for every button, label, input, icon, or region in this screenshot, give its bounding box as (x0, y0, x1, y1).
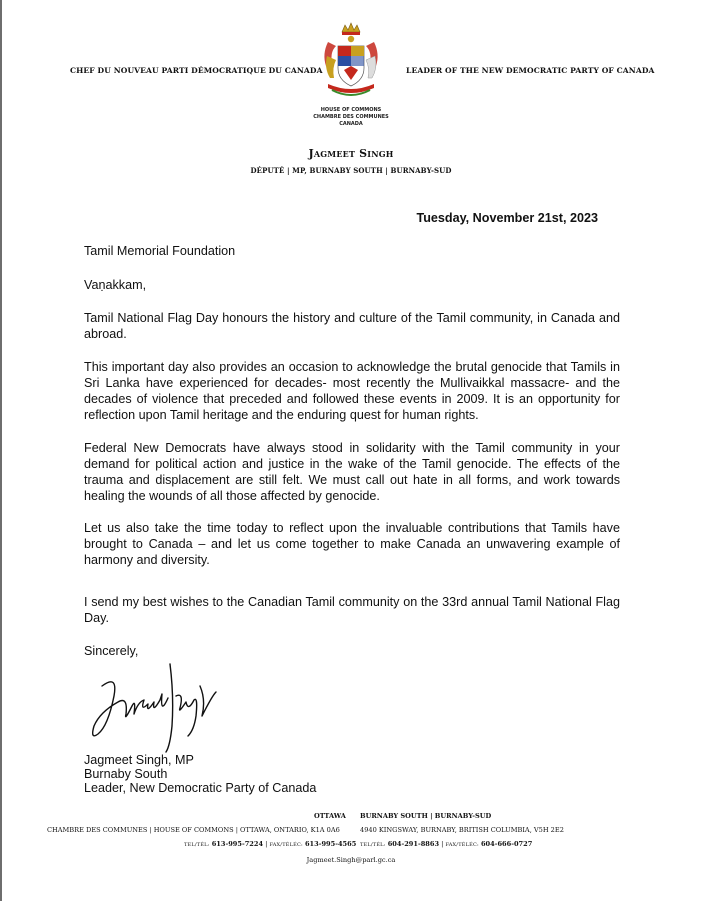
fax-label: FAX/TÉLÉC: (269, 842, 303, 848)
ottawa-tel: 613-995-7224 (211, 840, 264, 848)
tel-label: TEL/TÉL: (184, 842, 210, 848)
signoff-block (84, 753, 316, 795)
recipient: Tamil Memorial Foundation (84, 244, 236, 258)
crest-label-line: HOUSE OF COMMONS (320, 107, 382, 113)
page-left-edge (0, 0, 2, 901)
footer-email[interactable]: Jagmeet.Singh@parl.gc.ca (306, 856, 396, 864)
house-of-commons-label (305, 107, 397, 128)
burnaby-fax: 604-666-0727 (480, 840, 533, 848)
paragraph-5: I send my best wishes to the Canadian Tamil community on the 33rd annual Tamil National Flag Day. (84, 595, 620, 625)
crest-label-line: CHAMBRE DES COMMUNES (313, 114, 389, 120)
ottawa-fax: 613-995-4565 (304, 840, 357, 848)
paragraph-1: Tamil National Flag Day honours the history and culture of the Tamil community, in Canada and abroad. (84, 311, 620, 341)
sender-name: Jagmeet Singh (308, 147, 394, 160)
paragraph-2: This important day also provides an occasion to acknowledge the brutal genocide that Tamils in Sri Lanka have experienced for decades- most recently the Mullivaikkal massacre- and the decades of violence that preceded and followed these events in 2009. It is an opportunity for reflection upon Tamil heritage and the enduring quest for human rights. (84, 360, 620, 422)
fax-label: FAX/TÉLÉC: (445, 842, 479, 848)
signoff-line: Leader, New Democratic Party of Canada (84, 781, 317, 795)
footer-ottawa-phones: TEL/TÉL: 613-995-7224 | FAX/TÉLÉC: 613-995-4565 (184, 840, 357, 848)
footer-ottawa-address: CHAMBRE DES COMMUNES | HOUSE OF COMMONS | OTTAWA, ONTARIO, K1A 0A6 (47, 826, 340, 834)
footer-ottawa-label: OTTAWA (314, 812, 346, 820)
paragraph-4: Let us also take the time today to reflect upon the invaluable contributions that Tamils have brought to Canada – and let us come together to make Canada an unwavering example of harmony and diversity. (84, 521, 620, 567)
letter-date: Tuesday, November 21st, 2023 (416, 211, 598, 225)
salutation: Vaṇakkam, (84, 278, 147, 292)
footer-burnaby-label: BURNABY SOUTH | BURNABY-SUD (360, 812, 492, 820)
sender-subtitle: DÉPUTÉ | MP, BURNABY SOUTH | BURNABY-SUD (250, 166, 452, 175)
handwritten-signature (88, 656, 220, 756)
footer-burnaby-phones: TEL/TÉL: 604-291-8863 | FAX/TÉLÉC: 604-666-0727 (360, 840, 533, 848)
burnaby-tel: 604-291-8863 (387, 840, 440, 848)
signoff-line: Jagmeet Singh, MP (84, 753, 194, 767)
french-title: CHEF DU NOUVEAU PARTI DÉMOCRATIQUE DU CANADA (70, 66, 323, 75)
signoff-line: Burnaby South (84, 767, 168, 781)
closing: Sincerely, (84, 644, 139, 658)
paragraph-3: Federal New Democrats have always stood in solidarity with the Tamil community in your demand for political action and justice in the wake of the Tamil genocide. The effects of the trauma and displacement are still felt. We must call out hate in all forms, and work towards healing the wounds of all those affected by genocide. (84, 441, 620, 503)
english-title: LEADER OF THE NEW DEMOCRATIC PARTY OF CANADA (406, 66, 655, 75)
crest-label-line: CANADA (339, 121, 363, 127)
coat-of-arms-icon (320, 22, 382, 102)
footer-burnaby-address: 4940 KINGSWAY, BURNABY, BRITISH COLUMBIA, V5H 2E2 (360, 826, 564, 834)
tel-label: TEL/TÉL: (360, 842, 386, 848)
